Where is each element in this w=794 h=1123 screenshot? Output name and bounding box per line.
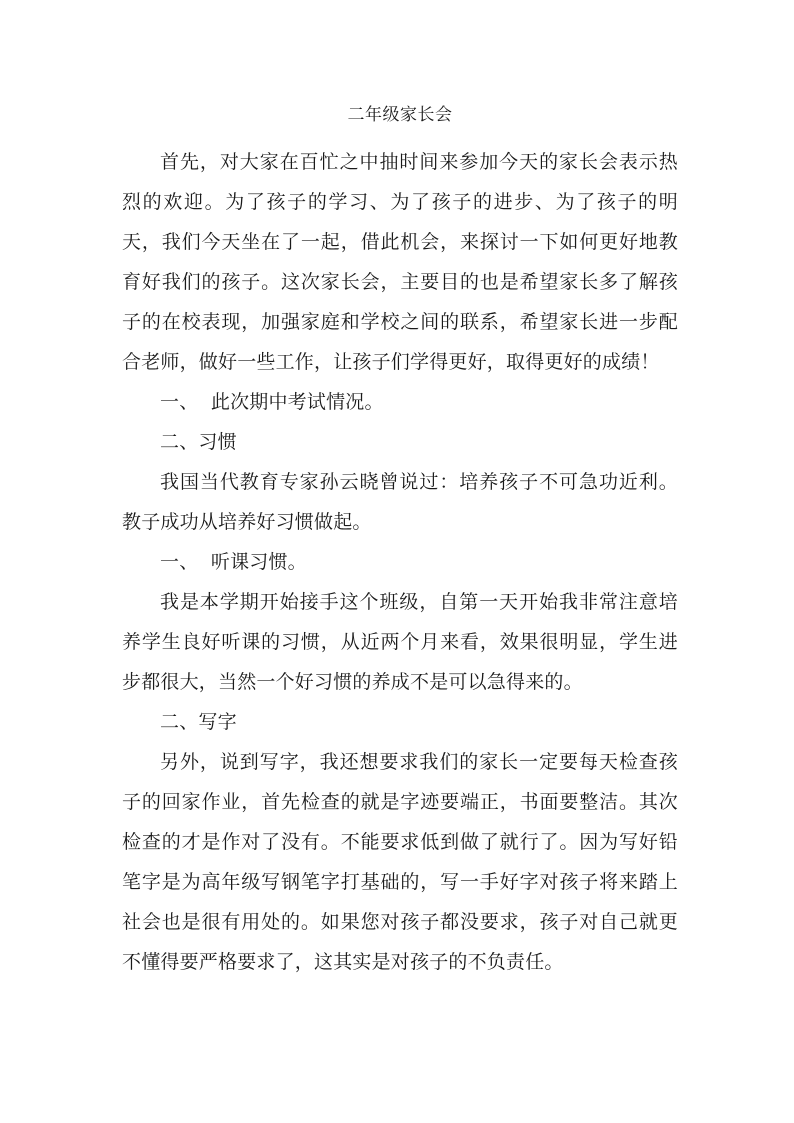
document-title: 二年级家长会 (347, 105, 453, 125)
section-heading-exam: 一、 此次期中考试情况。 (160, 391, 384, 413)
document-page (122, 98, 678, 982)
intro-paragraph: 首先，对大家在百忙之中抽时间来参加今天的家长会表示热烈的欢迎。为了孩子的学习、为了孩子的进步、为了孩子的明天，我们今天坐在了一起，借此机会，来探讨一下如何更好地教育好我们的孩子。这次家长会，主要目的也是希望家长多了解孩子的在校表现，加强家庭和学校之间的联系，希望家长进一步配合老师，做好一些工作，让孩子们学得更好，取得更好的成绩！ (122, 151, 678, 373)
section-heading-habits: 二、习惯 (160, 431, 237, 453)
habits-paragraph: 我国当代教育专家孙云晓曾说过：培养孩子不可急功近利。教子成功从培养好习惯做起。 (122, 471, 678, 533)
writing-paragraph: 另外，说到写字，我还想要求我们的家长一定要每天检查孩子的回家作业，首先检查的就是字迹要端正，书面要整洁。其次检查的才是作对了没有。不能要求低到做了就行了。因为写好铅笔字是为高年级写钢笔字打基础的，写一手好字对孩子将来踏上社会也是很有用处的。如果您对孩子都没要求，孩子对自己就更不懂得要严格要求了，这其实是对孩子的不负责任。 (122, 751, 678, 973)
listening-paragraph: 我是本学期开始接手这个班级，自第一天开始我非常注意培养学生良好听课的习惯，从近两个月来看，效果很明显，学生进步都很大，当然一个好习惯的养成不是可以急得来的。 (122, 591, 678, 693)
section-heading-writing: 二、写字 (160, 711, 237, 733)
section-heading-listening: 一、 听课习惯。 (160, 551, 307, 573)
